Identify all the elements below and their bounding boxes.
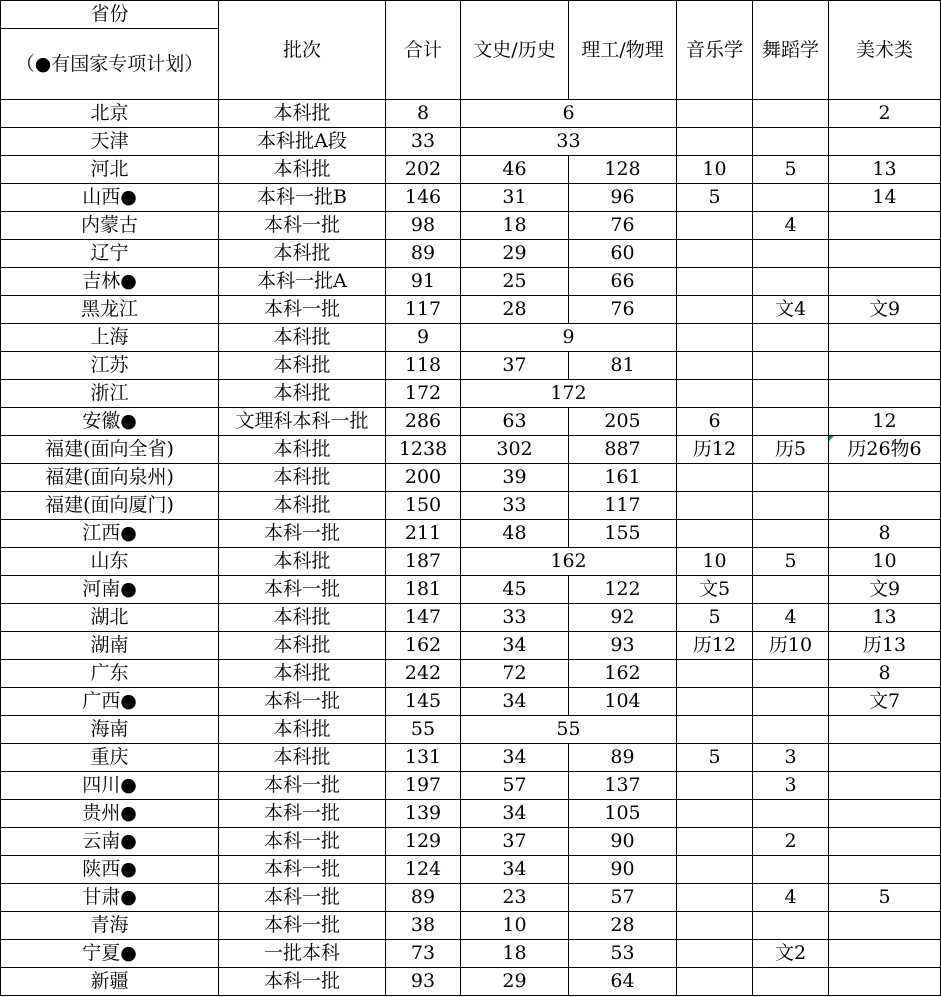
province-cell: 河北 — [1, 156, 219, 184]
dance-cell: 文2 — [753, 940, 829, 968]
music-cell: 历12 — [677, 632, 753, 660]
science-cell: 90 — [569, 828, 677, 856]
science-cell: 92 — [569, 604, 677, 632]
total-cell: 172 — [386, 380, 461, 408]
liberal-cell: 10 — [461, 912, 569, 940]
music-cell — [677, 912, 753, 940]
liberal-cell: 29 — [461, 968, 569, 996]
art-cell — [829, 968, 941, 996]
dance-cell: 5 — [753, 548, 829, 576]
liberal-cell: 18 — [461, 212, 569, 240]
art-cell — [829, 856, 941, 884]
province-cell: 陕西● — [1, 856, 219, 884]
table-row — [1, 128, 941, 156]
batch-cell: 本科批A段 — [219, 128, 386, 156]
total-cell: 118 — [386, 352, 461, 380]
total-cell: 89 — [386, 884, 461, 912]
music-cell — [677, 884, 753, 912]
science-cell: 60 — [569, 240, 677, 268]
table-row — [1, 268, 941, 296]
music-cell — [677, 324, 753, 352]
header-province-note: （●有国家专项计划） — [1, 29, 219, 100]
dance-cell — [753, 492, 829, 520]
total-cell: 146 — [386, 184, 461, 212]
batch-cell: 本科批 — [219, 744, 386, 772]
batch-cell: 本科一批B — [219, 184, 386, 212]
liberal-cell: 39 — [461, 464, 569, 492]
music-cell: 5 — [677, 744, 753, 772]
music-cell — [677, 128, 753, 156]
batch-cell: 本科一批 — [219, 884, 386, 912]
batch-cell: 本科一批 — [219, 688, 386, 716]
science-cell: 64 — [569, 968, 677, 996]
table-row — [1, 408, 941, 436]
science-cell: 117 — [569, 492, 677, 520]
liberal-cell: 33 — [461, 492, 569, 520]
header-science: 理工/物理 — [569, 1, 677, 100]
total-cell: 131 — [386, 744, 461, 772]
art-cell: 历26物6 — [829, 436, 941, 464]
table-row — [1, 576, 941, 604]
music-cell — [677, 464, 753, 492]
art-cell — [829, 212, 941, 240]
province-cell: 江苏 — [1, 352, 219, 380]
batch-cell: 本科一批 — [219, 772, 386, 800]
table-row — [1, 156, 941, 184]
table-row — [1, 716, 941, 744]
art-cell — [829, 128, 941, 156]
header-liberal: 文史/历史 — [461, 1, 569, 100]
dance-cell: 历10 — [753, 632, 829, 660]
province-cell: 内蒙古 — [1, 212, 219, 240]
music-cell — [677, 940, 753, 968]
province-cell: 甘肃● — [1, 884, 219, 912]
table-row — [1, 800, 941, 828]
music-cell: 5 — [677, 604, 753, 632]
table-row — [1, 856, 941, 884]
dance-cell — [753, 100, 829, 128]
merged-liberal-science-cell: 172 — [461, 380, 677, 408]
table-row — [1, 352, 941, 380]
province-cell: 吉林● — [1, 268, 219, 296]
science-cell: 81 — [569, 352, 677, 380]
music-cell: 历12 — [677, 436, 753, 464]
province-cell: 浙江 — [1, 380, 219, 408]
dance-cell — [753, 408, 829, 436]
batch-cell: 本科批 — [219, 464, 386, 492]
province-cell: 重庆 — [1, 744, 219, 772]
table-row — [1, 660, 941, 688]
total-cell: 91 — [386, 268, 461, 296]
batch-cell: 本科批 — [219, 352, 386, 380]
art-cell — [829, 324, 941, 352]
music-cell — [677, 856, 753, 884]
total-cell: 202 — [386, 156, 461, 184]
total-cell: 93 — [386, 968, 461, 996]
art-cell: 文9 — [829, 296, 941, 324]
music-cell: 10 — [677, 156, 753, 184]
table-row — [1, 744, 941, 772]
total-cell: 145 — [386, 688, 461, 716]
dance-cell — [753, 184, 829, 212]
dance-cell: 5 — [753, 156, 829, 184]
dance-cell: 3 — [753, 744, 829, 772]
art-cell — [829, 772, 941, 800]
science-cell: 137 — [569, 772, 677, 800]
header-art: 美术类 — [829, 1, 941, 100]
batch-cell: 本科一批 — [219, 968, 386, 996]
total-cell: 242 — [386, 660, 461, 688]
batch-cell: 本科一批 — [219, 576, 386, 604]
province-cell: 安徽● — [1, 408, 219, 436]
music-cell: 文5 — [677, 576, 753, 604]
table-row — [1, 436, 941, 464]
liberal-cell: 18 — [461, 940, 569, 968]
total-cell: 150 — [386, 492, 461, 520]
province-cell: 辽宁 — [1, 240, 219, 268]
total-cell: 187 — [386, 548, 461, 576]
batch-cell: 本科批 — [219, 100, 386, 128]
total-cell: 200 — [386, 464, 461, 492]
province-cell: 新疆 — [1, 968, 219, 996]
table-row — [1, 100, 941, 128]
dance-cell: 4 — [753, 212, 829, 240]
batch-cell: 本科批 — [219, 436, 386, 464]
art-cell — [829, 940, 941, 968]
table-row — [1, 212, 941, 240]
music-cell — [677, 212, 753, 240]
liberal-cell: 57 — [461, 772, 569, 800]
science-cell: 76 — [569, 296, 677, 324]
header-batch: 批次 — [219, 1, 386, 100]
art-cell: 文7 — [829, 688, 941, 716]
table-row — [1, 464, 941, 492]
header-total: 合计 — [386, 1, 461, 100]
art-cell: 文9 — [829, 576, 941, 604]
music-cell — [677, 828, 753, 856]
batch-cell: 本科一批 — [219, 212, 386, 240]
science-cell: 104 — [569, 688, 677, 716]
music-cell — [677, 772, 753, 800]
table-row — [1, 184, 941, 212]
music-cell — [677, 268, 753, 296]
province-cell: 北京 — [1, 100, 219, 128]
music-cell — [677, 688, 753, 716]
art-cell: 14 — [829, 184, 941, 212]
liberal-cell: 29 — [461, 240, 569, 268]
province-cell: 天津 — [1, 128, 219, 156]
total-cell: 286 — [386, 408, 461, 436]
total-cell: 1238 — [386, 436, 461, 464]
province-cell: 江西● — [1, 520, 219, 548]
music-cell — [677, 492, 753, 520]
art-cell: 13 — [829, 156, 941, 184]
batch-cell: 本科批 — [219, 632, 386, 660]
art-cell: 13 — [829, 604, 941, 632]
liberal-cell: 48 — [461, 520, 569, 548]
province-cell: 上海 — [1, 324, 219, 352]
science-cell: 155 — [569, 520, 677, 548]
music-cell — [677, 100, 753, 128]
liberal-cell: 33 — [461, 604, 569, 632]
art-cell — [829, 240, 941, 268]
music-cell — [677, 296, 753, 324]
province-cell: 山西● — [1, 184, 219, 212]
dance-cell — [753, 240, 829, 268]
art-cell — [829, 492, 941, 520]
music-cell — [677, 240, 753, 268]
province-cell: 湖南 — [1, 632, 219, 660]
art-cell: 5 — [829, 884, 941, 912]
table-row — [1, 884, 941, 912]
science-cell: 887 — [569, 436, 677, 464]
province-cell: 云南● — [1, 828, 219, 856]
header-music: 音乐学 — [677, 1, 753, 100]
batch-cell: 本科批 — [219, 604, 386, 632]
total-cell: 147 — [386, 604, 461, 632]
batch-cell: 本科批 — [219, 660, 386, 688]
science-cell: 128 — [569, 156, 677, 184]
table-row — [1, 548, 941, 576]
total-cell: 162 — [386, 632, 461, 660]
table-row — [1, 380, 941, 408]
dance-cell — [753, 716, 829, 744]
science-cell: 89 — [569, 744, 677, 772]
science-cell: 205 — [569, 408, 677, 436]
total-cell: 124 — [386, 856, 461, 884]
liberal-cell: 28 — [461, 296, 569, 324]
merged-liberal-science-cell: 33 — [461, 128, 677, 156]
province-cell: 海南 — [1, 716, 219, 744]
province-cell: 宁夏● — [1, 940, 219, 968]
music-cell: 6 — [677, 408, 753, 436]
art-cell — [829, 464, 941, 492]
total-cell: 211 — [386, 520, 461, 548]
liberal-cell: 63 — [461, 408, 569, 436]
art-cell: 10 — [829, 548, 941, 576]
merged-liberal-science-cell: 55 — [461, 716, 677, 744]
total-cell: 38 — [386, 912, 461, 940]
province-cell: 四川● — [1, 772, 219, 800]
total-cell: 33 — [386, 128, 461, 156]
liberal-cell: 37 — [461, 352, 569, 380]
province-cell: 贵州● — [1, 800, 219, 828]
art-cell — [829, 352, 941, 380]
science-cell: 57 — [569, 884, 677, 912]
header-row — [1, 1, 941, 29]
liberal-cell: 46 — [461, 156, 569, 184]
liberal-cell: 34 — [461, 800, 569, 828]
dance-cell: 4 — [753, 604, 829, 632]
total-cell: 55 — [386, 716, 461, 744]
batch-cell: 本科一批 — [219, 520, 386, 548]
art-cell: 8 — [829, 520, 941, 548]
province-cell: 福建(面向泉州) — [1, 464, 219, 492]
merged-liberal-science-cell: 162 — [461, 548, 677, 576]
music-cell — [677, 968, 753, 996]
liberal-cell: 23 — [461, 884, 569, 912]
table-row — [1, 240, 941, 268]
total-cell: 139 — [386, 800, 461, 828]
liberal-cell: 45 — [461, 576, 569, 604]
batch-cell: 本科批 — [219, 240, 386, 268]
total-cell: 89 — [386, 240, 461, 268]
dance-cell: 文4 — [753, 296, 829, 324]
table-row — [1, 324, 941, 352]
science-cell: 90 — [569, 856, 677, 884]
province-cell: 山东 — [1, 548, 219, 576]
music-cell — [677, 660, 753, 688]
dance-cell — [753, 464, 829, 492]
art-cell: 2 — [829, 100, 941, 128]
liberal-cell: 34 — [461, 632, 569, 660]
total-cell: 181 — [386, 576, 461, 604]
dance-cell: 2 — [753, 828, 829, 856]
art-cell: 历13 — [829, 632, 941, 660]
table-row — [1, 604, 941, 632]
province-cell: 福建(面向厦门) — [1, 492, 219, 520]
dance-cell: 4 — [753, 884, 829, 912]
table-row — [1, 912, 941, 940]
header-province: 省份 — [1, 1, 219, 29]
table-row — [1, 828, 941, 856]
total-cell: 197 — [386, 772, 461, 800]
art-cell: 8 — [829, 660, 941, 688]
music-cell — [677, 800, 753, 828]
dance-cell — [753, 968, 829, 996]
music-cell: 10 — [677, 548, 753, 576]
table-row — [1, 968, 941, 996]
province-cell: 广东 — [1, 660, 219, 688]
batch-cell: 本科一批 — [219, 856, 386, 884]
art-cell — [829, 268, 941, 296]
music-cell — [677, 380, 753, 408]
dance-cell — [753, 800, 829, 828]
province-cell: 青海 — [1, 912, 219, 940]
table-row — [1, 492, 941, 520]
total-cell: 117 — [386, 296, 461, 324]
dance-cell — [753, 688, 829, 716]
batch-cell: 本科批 — [219, 548, 386, 576]
liberal-cell: 72 — [461, 660, 569, 688]
batch-cell: 本科一批 — [219, 296, 386, 324]
science-cell: 93 — [569, 632, 677, 660]
science-cell: 76 — [569, 212, 677, 240]
table-row — [1, 688, 941, 716]
dance-cell: 历5 — [753, 436, 829, 464]
merged-liberal-science-cell: 6 — [461, 100, 677, 128]
art-cell — [829, 800, 941, 828]
table-row — [1, 520, 941, 548]
art-cell — [829, 912, 941, 940]
science-cell: 105 — [569, 800, 677, 828]
liberal-cell: 25 — [461, 268, 569, 296]
dance-cell — [753, 380, 829, 408]
table-row — [1, 772, 941, 800]
batch-cell: 本科批 — [219, 492, 386, 520]
merged-liberal-science-cell: 9 — [461, 324, 677, 352]
batch-cell: 本科批 — [219, 324, 386, 352]
liberal-cell: 31 — [461, 184, 569, 212]
liberal-cell: 34 — [461, 688, 569, 716]
table-body — [1, 100, 941, 996]
batch-cell: 本科一批 — [219, 912, 386, 940]
science-cell: 66 — [569, 268, 677, 296]
dance-cell — [753, 324, 829, 352]
liberal-cell: 34 — [461, 744, 569, 772]
province-cell: 福建(面向全省) — [1, 436, 219, 464]
dance-cell — [753, 128, 829, 156]
dance-cell — [753, 660, 829, 688]
batch-cell: 本科一批A — [219, 268, 386, 296]
dance-cell — [753, 856, 829, 884]
province-cell: 黑龙江 — [1, 296, 219, 324]
art-cell — [829, 716, 941, 744]
music-cell — [677, 352, 753, 380]
art-cell: 12 — [829, 408, 941, 436]
batch-cell: 本科批 — [219, 156, 386, 184]
batch-cell: 本科批 — [219, 716, 386, 744]
science-cell: 162 — [569, 660, 677, 688]
batch-cell: 本科一批 — [219, 800, 386, 828]
dance-cell — [753, 352, 829, 380]
table-row — [1, 940, 941, 968]
science-cell: 122 — [569, 576, 677, 604]
dance-cell — [753, 576, 829, 604]
total-cell: 73 — [386, 940, 461, 968]
total-cell: 129 — [386, 828, 461, 856]
dance-cell: 3 — [753, 772, 829, 800]
total-cell: 9 — [386, 324, 461, 352]
province-cell: 河南● — [1, 576, 219, 604]
header-dance: 舞蹈学 — [753, 1, 829, 100]
batch-cell: 本科一批 — [219, 828, 386, 856]
batch-cell: 本科批 — [219, 380, 386, 408]
total-cell: 98 — [386, 212, 461, 240]
total-cell: 8 — [386, 100, 461, 128]
science-cell: 96 — [569, 184, 677, 212]
music-cell: 5 — [677, 184, 753, 212]
art-cell — [829, 828, 941, 856]
table-row — [1, 632, 941, 660]
province-cell: 湖北 — [1, 604, 219, 632]
music-cell — [677, 520, 753, 548]
dance-cell — [753, 268, 829, 296]
table-row — [1, 296, 941, 324]
liberal-cell: 302 — [461, 436, 569, 464]
batch-cell: 一批本科 — [219, 940, 386, 968]
dance-cell — [753, 520, 829, 548]
province-cell: 广西● — [1, 688, 219, 716]
science-cell: 161 — [569, 464, 677, 492]
liberal-cell: 37 — [461, 828, 569, 856]
liberal-cell: 34 — [461, 856, 569, 884]
batch-cell: 文理科本科一批 — [219, 408, 386, 436]
music-cell — [677, 716, 753, 744]
art-cell — [829, 380, 941, 408]
dance-cell — [753, 912, 829, 940]
science-cell: 28 — [569, 912, 677, 940]
science-cell: 53 — [569, 940, 677, 968]
art-cell — [829, 744, 941, 772]
